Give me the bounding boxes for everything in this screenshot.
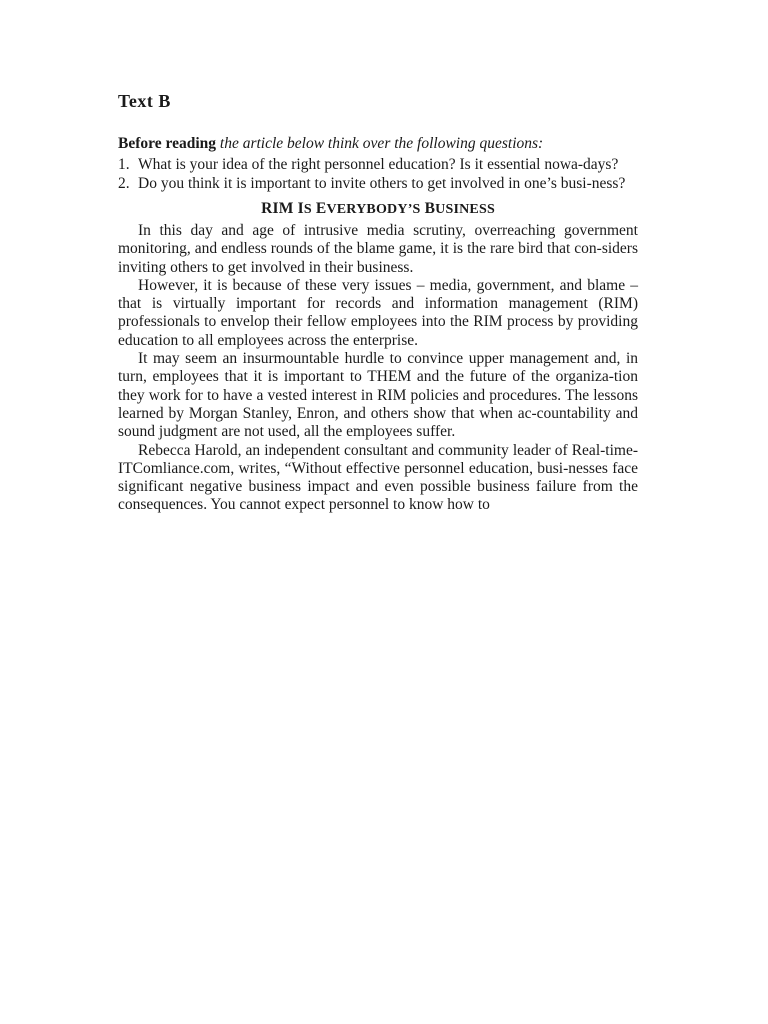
- article-paragraph: Rebecca Harold, an independent consultant and community leader of Real-time-ITComliance.com, writes, “Without effective personnel education, busi-nesses face significant negative business impact and even possible business failure from the consequences. You cannot expect personnel to know how to: [118, 441, 638, 514]
- document-page: [118, 88, 638, 515]
- question-text: What is your idea of the right personnel education? Is it essential nowa-days?: [138, 156, 619, 173]
- article-title: RIM IS EVERYBODY’S BUSINESS: [261, 200, 495, 217]
- question-text: Do you think it is important to invite others to get involved in one’s busi-ness?: [138, 174, 626, 192]
- question-item: [118, 156, 638, 175]
- question-number: 1.: [118, 156, 130, 173]
- before-reading-label: Before reading: [118, 135, 217, 152]
- before-reading-instruction: [118, 134, 638, 154]
- article-paragraph: In this day and age of intrusive media scrutiny, overreaching government monitoring, and endless rounds of the blame game, it is the rare bird that con-siders inviting others to get involved in their business.: [118, 222, 638, 276]
- question-list: [118, 156, 638, 193]
- article-paragraph: However, it is because of these very issues – media, government, and blame – that is virtually important for records and information management (RIM) professionals to envelop their fellow employees into the RIM process by providing education to all employees across the enterprise.: [118, 276, 638, 349]
- before-reading-text: the article below think over the following questions:: [219, 135, 544, 152]
- question-number: 2.: [118, 174, 130, 192]
- section-title: Text B: [118, 91, 171, 111]
- question-item: [118, 175, 638, 194]
- article-paragraph: It may seem an insurmountable hurdle to convince upper management and, in turn, employees that it is important to THEM and the future of the organiza-tion they work for to have a vested interest in RIM policies and procedures. The lessons learned by Morgan Stanley, Enron, and others show that when ac-countability and sound judgment are not used, all the employees suffer.: [118, 350, 638, 441]
